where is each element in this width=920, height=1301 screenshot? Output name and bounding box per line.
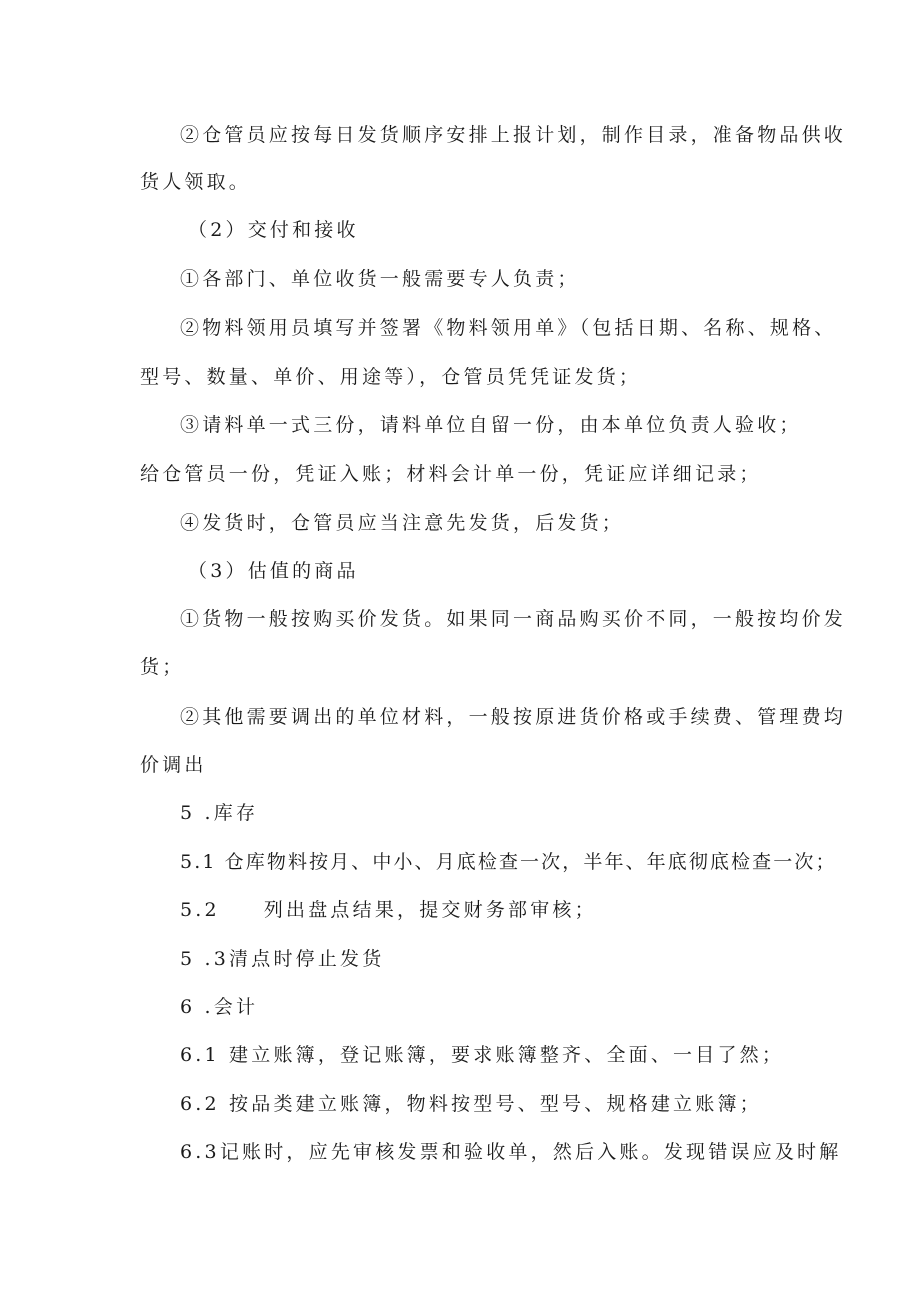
section-heading: （2）交付和接收 xyxy=(188,219,359,241)
paragraph-line: ③请料单一式三份，请料单位自留一份，由本单位负责人验收； xyxy=(180,414,802,436)
section-heading: 6 .会计 xyxy=(180,996,259,1018)
paragraph-line: ①各部门、单位收货一般需要专人负责； xyxy=(180,268,580,290)
item-number: 5.2 xyxy=(180,899,220,921)
paragraph-line xyxy=(180,898,597,922)
paragraph-line: 货； xyxy=(140,656,185,678)
paragraph-line: ④发货时，仓管员应当注意先发货，后发货； xyxy=(180,512,625,534)
paragraph-line: 价调出 xyxy=(140,754,207,776)
paragraph-line: 5.1 仓库物料按月、中小、月底检查一次，半年、年底彻底检查一次； xyxy=(180,851,837,873)
paragraph-line: 型号、数量、单价、用途等），仓管员凭凭证发货； xyxy=(140,366,642,388)
paragraph-line: ②其他需要调出的单位材料，一般按原进货价格或手续费、管理费均 xyxy=(180,706,847,728)
paragraph-line: 货人领取。 xyxy=(140,171,252,193)
paragraph-line: 5 .3清点时停止发货 xyxy=(180,948,385,970)
paragraph-line: 6.3记账时，应先审核发票和验收单，然后入账。发现错误应及时解 xyxy=(180,1141,842,1163)
section-heading: （3）估值的商品 xyxy=(188,560,359,582)
section-heading: 5 .库存 xyxy=(180,802,259,824)
paragraph-line: 6.1 建立账簿，登记账簿，要求账簿整齐、全面、一目了然； xyxy=(180,1044,785,1066)
paragraph-line: ①货物一般按购买价发货。如果同一商品购买价不同，一般按均价发 xyxy=(180,608,847,630)
paragraph-line: 给仓管员一份，凭证入账；材料会计单一份，凭证应详细记录； xyxy=(140,463,762,485)
item-text: 列出盘点结果，提交财务部审核； xyxy=(263,899,597,921)
paragraph-line: ②仓管员应按每日发货顺序安排上报计划，制作目录，准备物品供收 xyxy=(180,124,847,146)
paragraph-line: ②物料领用员填写并签署《物料领用单》（包括日期、名称、规格、 xyxy=(180,317,837,339)
paragraph-line: 6.2 按品类建立账簿，物料按型号、型号、规格建立账簿； xyxy=(180,1093,762,1115)
